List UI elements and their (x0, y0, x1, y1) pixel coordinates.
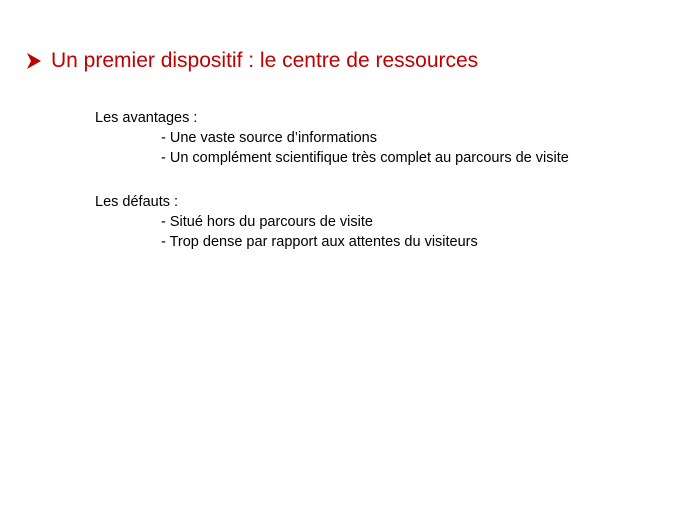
slide-title: Un premier dispositif : le centre de ressources (51, 49, 479, 72)
advantages-section (95, 108, 569, 168)
drawback-item: - Situé hors du parcours de visite (161, 214, 373, 230)
advantage-item: - Une vaste source d’informations (161, 130, 377, 146)
advantages-heading: Les avantages : (95, 110, 198, 126)
slide-title-row (27, 47, 478, 75)
drawbacks-heading: Les défauts : (95, 194, 179, 210)
advantage-item: - Un complément scientifique très complet au parcours de visite (161, 150, 569, 166)
drawback-item: - Trop dense par rapport aux attentes du visiteurs (161, 234, 478, 250)
drawbacks-section (95, 192, 478, 252)
arrow-bullet-icon (27, 53, 41, 69)
